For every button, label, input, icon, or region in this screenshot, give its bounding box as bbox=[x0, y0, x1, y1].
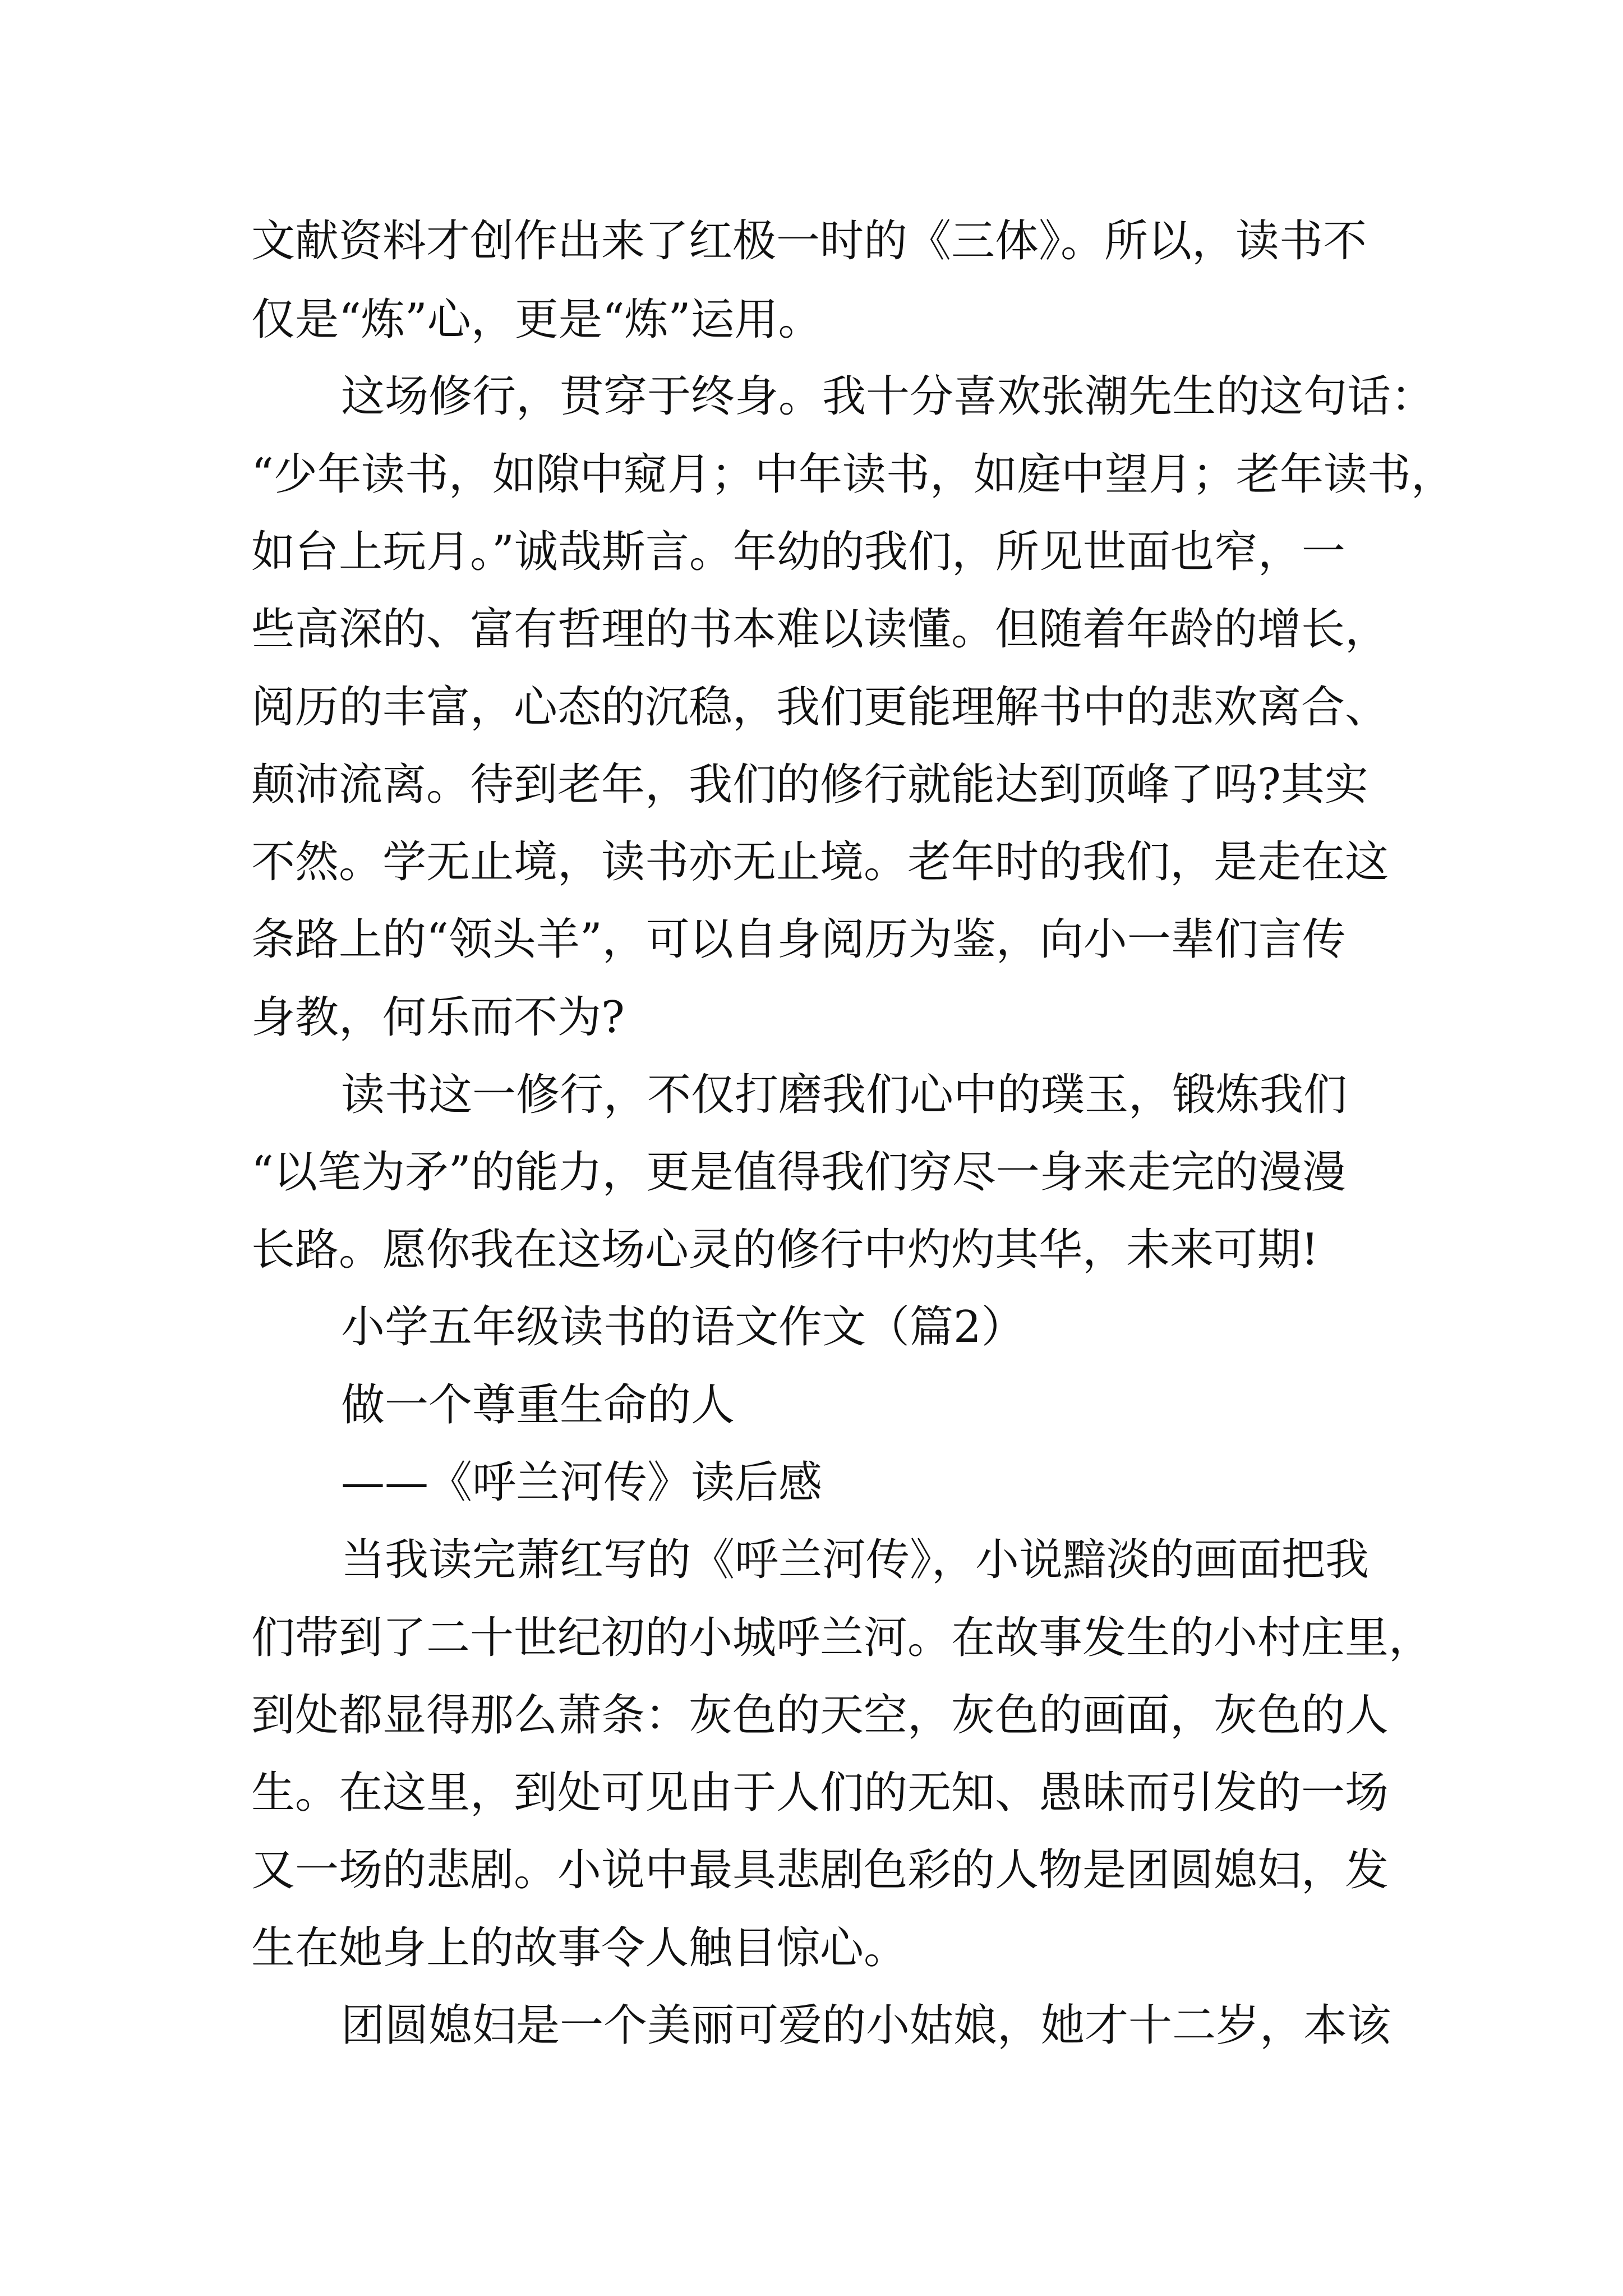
text-line-content: ——《呼兰河传》读后感 bbox=[341, 1457, 823, 1508]
text-line bbox=[0, 990, 1623, 1046]
text-line bbox=[0, 601, 1623, 657]
text-line-content: 身教，何乐而不为? bbox=[251, 992, 625, 1043]
text-line bbox=[0, 1842, 1623, 1898]
text-line bbox=[0, 834, 1623, 890]
text-line-content: 又一场的悲剧。小说中最具悲剧色彩的人物是团圆媳妇，发 bbox=[251, 1845, 1389, 1895]
paragraph-first-line bbox=[0, 369, 1623, 425]
text-line-content: 到处都显得那么萧条：灰色的天空，灰色的画面，灰色的人 bbox=[251, 1690, 1389, 1741]
section-heading bbox=[0, 1299, 1623, 1355]
text-line-content: 长路。愿你我在这场心灵的修行中灼灼其华，未来可期! bbox=[251, 1225, 1319, 1275]
text-line bbox=[0, 1144, 1623, 1200]
text-line bbox=[0, 1765, 1623, 1821]
text-line-content: “以笔为矛”的能力，更是值得我们穷尽一身来走完的漫漫 bbox=[251, 1147, 1346, 1198]
text-line bbox=[0, 447, 1623, 503]
text-line bbox=[0, 1222, 1623, 1278]
text-line-content: 颠沛流离。待到老年，我们的修行就能达到顶峰了吗?其实 bbox=[251, 760, 1368, 810]
text-line-content: 条路上的“领头羊”，可以自身阅历为鉴，向小一辈们言传 bbox=[251, 914, 1346, 965]
text-line bbox=[0, 213, 1623, 269]
essay-subtitle bbox=[0, 1455, 1623, 1511]
text-line-content: 读书这一修行，不仅打磨我们心中的璞玉，锻炼我们 bbox=[341, 1070, 1348, 1120]
text-line bbox=[0, 912, 1623, 968]
text-line bbox=[0, 757, 1623, 813]
text-line-content: 如台上玩月。”诚哉斯言。年幼的我们，所见世面也窄，一 bbox=[251, 527, 1345, 577]
text-line bbox=[0, 679, 1623, 735]
text-line-content: 当我读完萧红写的《呼兰河传》，小说黯淡的画面把我 bbox=[341, 1535, 1370, 1585]
text-line-content: 小学五年级读书的语文作文（篇2） bbox=[341, 1302, 1025, 1352]
text-line bbox=[0, 292, 1623, 348]
paragraph-first-line bbox=[0, 1998, 1623, 2054]
text-line-content: 做一个尊重生命的人 bbox=[341, 1380, 735, 1430]
text-line-content: 不然。学无止境，读书亦无止境。老年时的我们，是走在这 bbox=[251, 837, 1389, 887]
text-line-content: 仅是“炼”心，更是“炼”运用。 bbox=[251, 295, 822, 345]
text-line-content: 文献资料才创作出来了红极一时的《三体》。所以，读书不 bbox=[251, 216, 1367, 266]
text-line-content: 些高深的、富有哲理的书本难以读懂。但随着年龄的增长， bbox=[251, 604, 1389, 655]
text-line bbox=[0, 1920, 1623, 1976]
text-line-content: 们带到了二十世纪初的小城呼兰河。在故事发生的小村庄里， bbox=[251, 1613, 1433, 1663]
text-line bbox=[0, 1687, 1623, 1743]
paragraph-first-line bbox=[0, 1067, 1623, 1123]
essay-title bbox=[0, 1377, 1623, 1433]
text-line-content: 阅历的丰富，心态的沉稳，我们更能理解书中的悲欢离合、 bbox=[251, 682, 1389, 733]
text-line-content: 团圆媳妇是一个美丽可爱的小姑娘，她才十二岁，本该 bbox=[341, 2000, 1391, 2051]
paragraph-first-line bbox=[0, 1532, 1623, 1588]
text-line bbox=[0, 1610, 1623, 1666]
text-line-content: 生在她身上的故事令人触目惊心。 bbox=[251, 1923, 908, 1973]
text-line-content: 这场修行，贯穿于终身。我十分喜欢张潮先生的这句话： bbox=[341, 371, 1435, 422]
text-line-content: “少年读书，如隙中窥月；中年读书，如庭中望月；老年读书， bbox=[251, 449, 1455, 500]
text-line bbox=[0, 524, 1623, 580]
text-line-content: 生。在这里，到处可见由于人们的无知、愚昧而引发的一场 bbox=[251, 1768, 1389, 1818]
